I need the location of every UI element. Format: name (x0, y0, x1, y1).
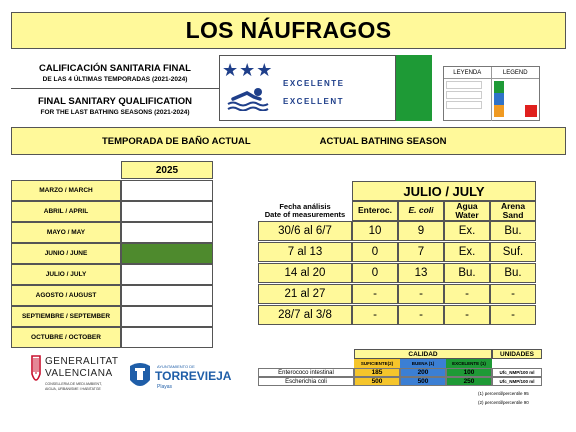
cell-water: Ex. (444, 242, 490, 262)
legend-sample-sufficient (446, 101, 482, 109)
legend-box (443, 66, 540, 121)
header-water (444, 201, 490, 221)
cell-water: - (444, 284, 490, 304)
quality-header: CALIDAD (354, 349, 492, 359)
month-label: MAYO / MAY (11, 222, 121, 243)
month-status-cell (121, 180, 213, 201)
header-date-en: Date of measurements (264, 210, 346, 219)
torrevieja-emblem-icon (129, 362, 151, 390)
rating-color-strip (396, 55, 432, 121)
qualification-en (11, 89, 219, 122)
playas-label: Playas (157, 384, 173, 390)
cell-date: 7 al 13 (258, 242, 352, 262)
qualification-es-title: CALIFICACIÓN SANITARIA FINAL (39, 62, 191, 74)
cell-water: Ex. (444, 221, 490, 241)
legend-sample-excellent (446, 81, 482, 89)
legend-sample-good (446, 91, 482, 99)
cell-sand: Bu. (490, 221, 536, 241)
month-status-cell (121, 243, 213, 264)
qualification-en-subtitle: FOR THE LAST BATHING SEASONS (2021-2024) (40, 108, 190, 116)
quality-cell-suf: 185 (354, 368, 400, 377)
legend-title-es: LEYENDA (444, 67, 492, 78)
generalitat-emblem-icon (30, 354, 42, 388)
cell-ecoli: 13 (398, 263, 444, 283)
header-sand-es: Arena (500, 200, 526, 211)
month-status-cell (121, 222, 213, 243)
cell-sand: - (490, 305, 536, 325)
star-rating-icon: ★★★ (222, 60, 274, 80)
quality-table (258, 349, 566, 405)
qualification-es (11, 56, 219, 89)
generalitat-line1: GENERALITAT (45, 356, 119, 367)
calendar-year: 2025 (121, 161, 213, 179)
cell-ecoli: 9 (398, 221, 444, 241)
month-label: ABRIL / APRIL (11, 201, 121, 222)
header-date (258, 201, 352, 221)
good-header: BUENA (1) (400, 359, 446, 368)
cell-date: 30/6 al 6/7 (258, 221, 352, 241)
cell-date: 28/7 al 3/8 (258, 305, 352, 325)
legend-en-colors (492, 79, 540, 121)
rating-label-es: EXCELENTE (283, 79, 345, 88)
season-bar (11, 127, 566, 155)
cell-date: 21 al 27 (258, 284, 352, 304)
cell-enteroc: 10 (352, 221, 398, 241)
generalitat-sub2: AIGUA, URBANISME I HABITATGE (45, 387, 101, 391)
quality-cell-exc: 250 (446, 377, 492, 386)
cell-ecoli: - (398, 284, 444, 304)
header-date-es: Fecha análisis (279, 201, 331, 211)
month-status-cell (121, 306, 213, 327)
cell-sand: Bu. (490, 263, 536, 283)
quality-cell-buena: 200 (400, 368, 446, 377)
cell-sand: - (490, 284, 536, 304)
month-label: AGOSTO / AUGUST (11, 285, 121, 306)
qualification-en-title: FINAL SANITARY QUALIFICATION (37, 95, 193, 107)
quality-cell-unit: Ufc_NMP/100 ml (492, 368, 542, 377)
month-label: JULIO / JULY (11, 264, 121, 285)
cell-water: - (444, 305, 490, 325)
excellent-header: EXCELENTE (1) (446, 359, 492, 368)
ayuntamiento-label: AYUNTAMIENTO DE (157, 364, 195, 369)
quality-cell-buena: 500 (400, 377, 446, 386)
analysis-month-title: JULIO / JULY (352, 181, 536, 201)
sufficient-header: SUFICIENTE(2) (354, 359, 400, 368)
torrevieja-logo (129, 362, 232, 402)
generalitat-logo (30, 352, 120, 412)
units-header: UNIDADES (492, 349, 542, 359)
header-sand-en: Sand (502, 210, 524, 220)
month-label: OCTUBRE / OCTOBER (11, 327, 121, 348)
cell-date: 14 al 20 (258, 263, 352, 283)
cell-ecoli: 7 (398, 242, 444, 262)
month-label: JUNIO / JUNE (11, 243, 121, 264)
quality-cell-suf: 500 (354, 377, 400, 386)
cell-enteroc: 0 (352, 242, 398, 262)
qualification-es-subtitle: DE LAS 4 ÚLTIMAS TEMPORADAS (2021-2024) (42, 75, 188, 83)
season-label-en: ACTUAL BATHING SEASON (319, 135, 447, 147)
header-water-en: Water (455, 210, 479, 220)
month-status-cell (121, 285, 213, 306)
month-label: SEPTIEMBRE / SEPTEMBER (11, 306, 121, 327)
rating-label-en: EXCELLENT (283, 97, 345, 106)
cell-ecoli: - (398, 305, 444, 325)
header-enteroc: Enteroc. (352, 201, 398, 221)
page-title: LOS NÁUFRAGOS (11, 12, 566, 49)
legend-title-en: LEGEND (502, 70, 528, 76)
header-water-es: Agua (456, 200, 478, 211)
note-percentile-90: (2) percentil/percentile 90 (478, 400, 529, 405)
season-label-es: TEMPORADA DE BAÑO ACTUAL (102, 135, 251, 147)
generalitat-line2: VALENCIANA (45, 368, 113, 379)
swimmer-icon (227, 85, 269, 111)
month-label: MARZO / MARCH (11, 180, 121, 201)
note-percentile-95: (1) percentil/percentile 95 (478, 391, 529, 396)
month-status-cell (121, 201, 213, 222)
header-sand (490, 201, 536, 221)
quality-cell-name: Enterococo intestinal (258, 368, 354, 377)
quality-cell-unit: Ufc_NMP/100 ml (492, 377, 542, 386)
header-ecoli: E. coli (398, 201, 444, 221)
legend-es-samples (444, 79, 492, 121)
generalitat-sub1: CONSELLERIA DE MEDI AMBIENT, (45, 382, 102, 386)
month-status-cell (121, 264, 213, 285)
quality-cell-name: Escherichia coli (258, 377, 354, 386)
cell-water: Bu. (444, 263, 490, 283)
cell-enteroc: 0 (352, 263, 398, 283)
cell-enteroc: - (352, 305, 398, 325)
month-status-cell (121, 327, 213, 348)
quality-cell-exc: 100 (446, 368, 492, 377)
cell-sand: Suf. (490, 242, 536, 262)
torrevieja-label: TORREVIEJA (155, 369, 232, 383)
cell-enteroc: - (352, 284, 398, 304)
